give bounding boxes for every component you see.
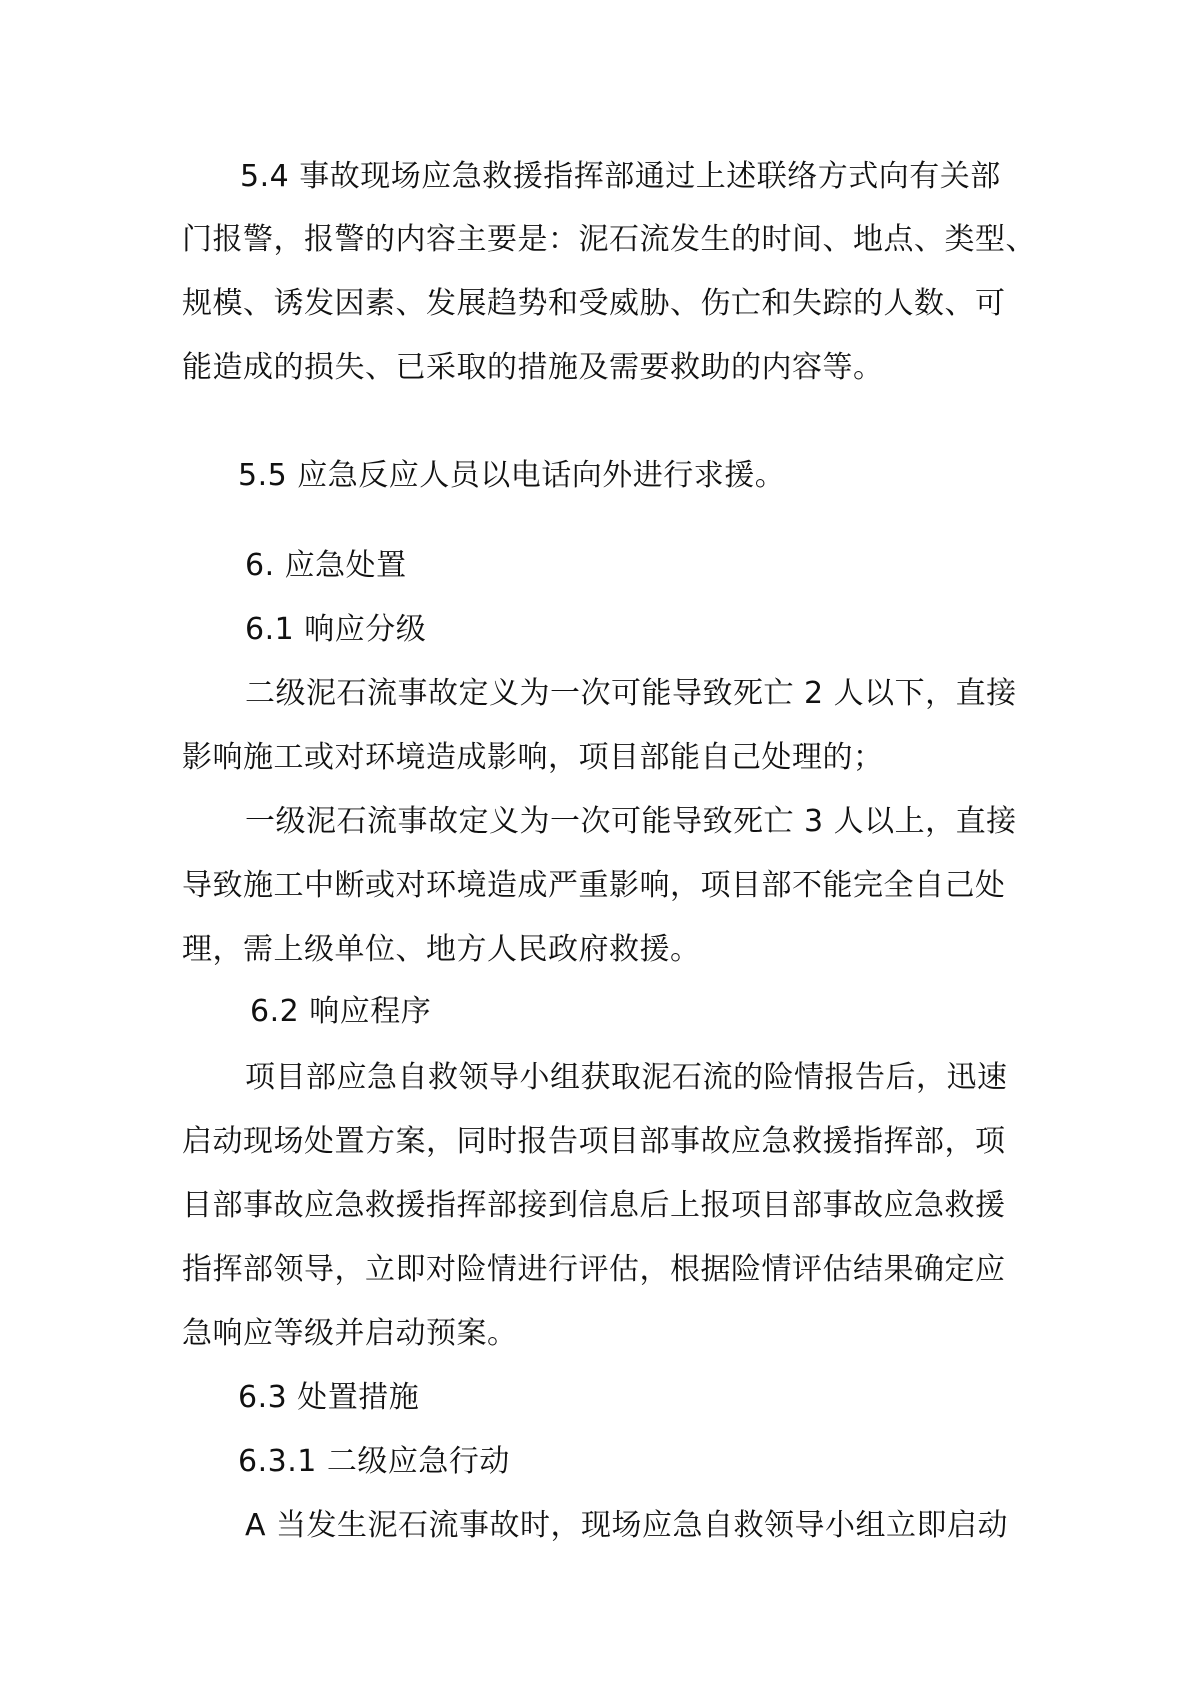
paragraph-6-2-line-2: 启动现场处置方案，同时报告项目部事故应急救援指挥部，项 <box>182 1124 1006 1159</box>
paragraph-5-4-line-4: 能造成的损失、已采取的措施及需要救助的内容等。 <box>182 350 884 385</box>
heading-6-3: 6.3 处置措施 <box>238 1380 420 1415</box>
paragraph-6-3-1-line-1: A 当发生泥石流事故时，现场应急自救领导小组立即启动 <box>245 1508 1009 1543</box>
paragraph-6-2-line-4: 指挥部领导，立即对险情进行评估，根据险情评估结果确定应 <box>182 1252 1006 1287</box>
heading-6-1: 6.1 响应分级 <box>245 612 427 647</box>
paragraph-6-2-line-5: 急响应等级并启动预案。 <box>182 1316 518 1351</box>
heading-6-2: 6.2 响应程序 <box>250 994 432 1029</box>
paragraph-level1-line-2: 导致施工中断或对环境造成严重影响，项目部不能完全自己处 <box>182 868 1006 903</box>
paragraph-level2-line-1: 二级泥石流事故定义为一次可能导致死亡 2 人以下，直接 <box>245 676 1017 711</box>
paragraph-5-5: 5.5 应急反应人员以电话向外进行求援。 <box>238 458 786 493</box>
paragraph-level2-line-2: 影响施工或对环境造成影响，项目部能自己处理的； <box>182 740 884 775</box>
paragraph-level1-line-1: 一级泥石流事故定义为一次可能导致死亡 3 人以上，直接 <box>245 804 1017 839</box>
heading-6: 6. 应急处置 <box>245 548 407 583</box>
paragraph-6-2-line-3: 目部事故应急救援指挥部接到信息后上报项目部事故应急救援 <box>182 1188 1006 1223</box>
heading-6-3-1: 6.3.1 二级应急行动 <box>238 1444 510 1479</box>
paragraph-5-4-line-2: 门报警，报警的内容主要是：泥石流发生的时间、地点、类型、 <box>182 222 1036 257</box>
paragraph-level1-line-3: 理，需上级单位、地方人民政府救援。 <box>182 932 701 967</box>
paragraph-6-2-line-1: 项目部应急自救领导小组获取泥石流的险情报告后，迅速 <box>245 1060 1008 1095</box>
paragraph-5-4-line-1: 5.4 事故现场应急救援指挥部通过上述联络方式向有关部 <box>240 159 1001 194</box>
paragraph-5-4-line-3: 规模、诱发因素、发展趋势和受威胁、伤亡和失踪的人数、可 <box>182 286 1006 321</box>
